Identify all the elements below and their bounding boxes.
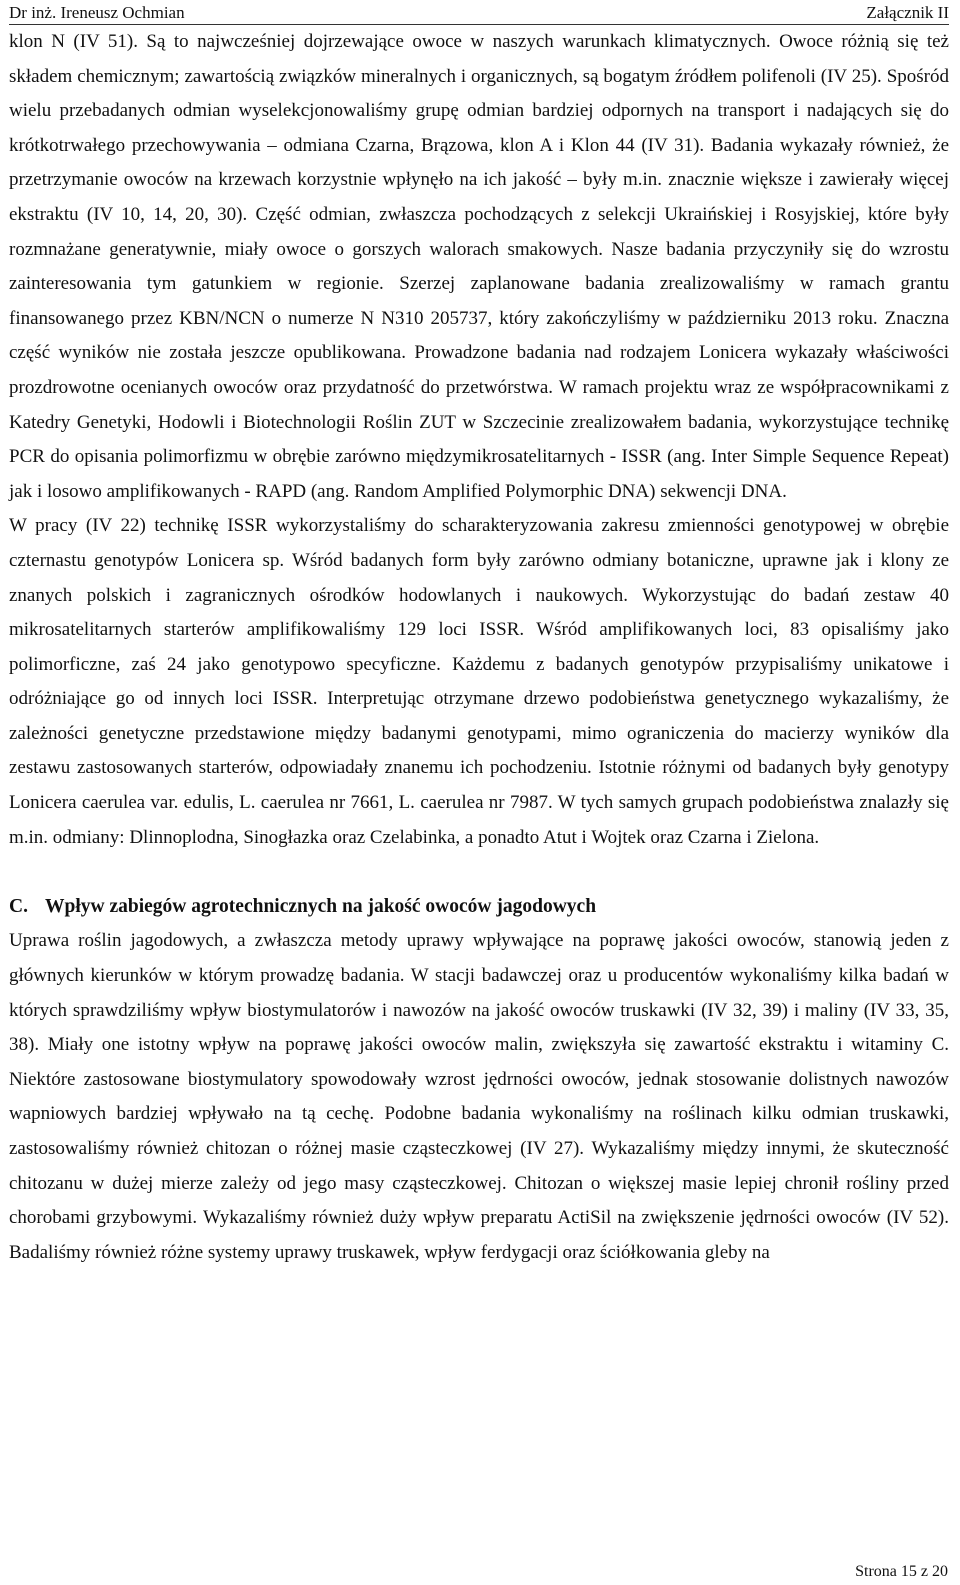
header-annex: Załącznik II xyxy=(866,3,949,22)
paragraph-issr-study: W pracy (IV 22) technikę ISSR wykorzystaliśmy do scharakteryzowania zakresu zmienności genotypowej w obrębie czternastu genotypów Lonicera sp. Wśród badanych form były zarówno odmiany botaniczne, uprawne jak i klony ze znanych polskich i zagranicznych ośrodków hodowlanych i naukowych. Wykorzystując do badań zestaw 40 mikrosatelitarnych starterów amplifikowaliśmy 129 loci ISSR. Wśród amplifikowanych loci, 83 opisaliśmy jako polimorficzne, zaś 24 jako genotypowo specyficzne. Każdemu z badanych genotypów przypisaliśmy unikatowe i odróżniające go od innych loci ISSR. Interpretując otrzymane drzewo podobieństwa genetycznego wykazaliśmy, że zależności genetyczne przedstawione między badanymi genotypami, mimo ograniczenia do macierzy wyników dla zestawu zastosowanych starterów, odpowiadały znanemu ich pochodzeniu. Istotnie różnymi od badanych były genotypy Lonicera caerulea var. edulis, L. caerulea nr 7661, L. caerulea nr 7987. W tych samych grupach podobieństwa znalazły się m.in. odmiany: Dlinnoplodna, Sinogłazka oraz Czelabinka, a ponadto Atut i Wojtek oraz Czarna i Zielona. xyxy=(9,515,949,848)
section-title: Wpływ zabiegów agrotechnicznych na jakość owoców jagodowych xyxy=(45,895,597,917)
section-heading xyxy=(9,890,949,925)
section-letter: C. xyxy=(9,895,28,917)
header-author: Dr inż. Ireneusz Ochmian xyxy=(9,3,185,22)
document-body xyxy=(9,25,949,1270)
paragraph-cultivation: Uprawa roślin jagodowych, a zwłaszcza metody uprawy wpływające na poprawę jakości owoców, stanowią jeden z głównych kierunków w którym prowadzę badania. W stacji badawczej oraz u producentów wykonaliśmy kilka badań w których sprawdziliśmy wpływ biostymulatorów i nawozów na jakość owoców truskawki (IV 32, 39) i maliny (IV 33, 35, 38). Miały one istotny wpływ na poprawę jakości owoców malin, zwiększyła się zawartość ekstraktu i witaminy C. Niektóre zastosowane biostymulatory spowodowały wzrost jędrności owoców, jednak stosowanie dolistnych nawozów wapniowych bardziej wpływało na tą cechę. Podobne badania wykonaliśmy na roślinach kilku odmian truskawki, zastosowaliśmy również chitozan o różnej masie cząsteczkowej (IV 27). Wykazaliśmy między innymi, że skuteczność chitozanu w dużej mierze zależy od jego masy cząsteczkowej. Chitozan o większej masie lepiej chronił rośliny przed chorobami grzybowymi. Wykazaliśmy również duży wpływ preparatu ActiSil na zwiększenie jędrności owoców (IV 52). Badaliśmy również różne systemy uprawy truskawek, wpływ ferdygacji oraz ściółkowania gleby na xyxy=(9,930,949,1263)
page-header xyxy=(9,0,949,25)
paragraph-lonicera-varieties: klon N (IV 51). Są to najwcześniej dojrzewające owoce w naszych warunkach klimatycznych. Owoce różnią się też składem chemicznym; zawartością związków mineralnych i organicznych, są bogatym źródłem polifenoli (IV 25). Spośród wielu przebadanych odmian wyselekcjonowaliśmy grupę odmian bardziej odpornych na transport i nadających się do krótkotrwałego przechowywania – odmiana Czarna, Brązowa, klon A i Klon 44 (IV 31). Badania wykazały również, że przetrzymanie owoców na krzewach korzystnie wpłynęło na ich jakość – były m.in. znacznie większe i zawierały więcej ekstraktu (IV 10, 14, 20, 30). Część odmian, zwłaszcza pochodzących z selekcji Ukraińskiej i Rosyjskiej, które były rozmnażane generatywnie, miały owoce o gorszych walorach smakowych. Nasze badania przyczyniły się do wzrostu zainteresowania tym gatunkiem w regionie. Szerzej zaplanowane badania zrealizowaliśmy w ramach grantu finansowanego przez KBN/NCN o numerze N N310 205737, który zakończyliśmy w październiku 2013 roku. Znaczna część wyników nie została jeszcze opublikowana. Prowadzone badania nad rodzajem Lonicera wykazały właściwości prozdrowotne ocenianych owoców oraz przydatność do przetwórstwa. W ramach projektu wraz ze współpracownikami z Katedry Genetyki, Hodowli i Biotechnologii Roślin ZUT w Szczecinie zrealizowałem badania, wykorzystujące technikę PCR do opisania polimorfizmu w obrębie zarówno międzymikrosatelitarnych - ISSR (ang. Inter Simple Sequence Repeat) jak i losowo amplifikowanych - RAPD (ang. Random Amplified Polymorphic DNA) sekwencji DNA. xyxy=(9,31,949,502)
page-number: Strona 15 z 20 xyxy=(855,1563,948,1580)
